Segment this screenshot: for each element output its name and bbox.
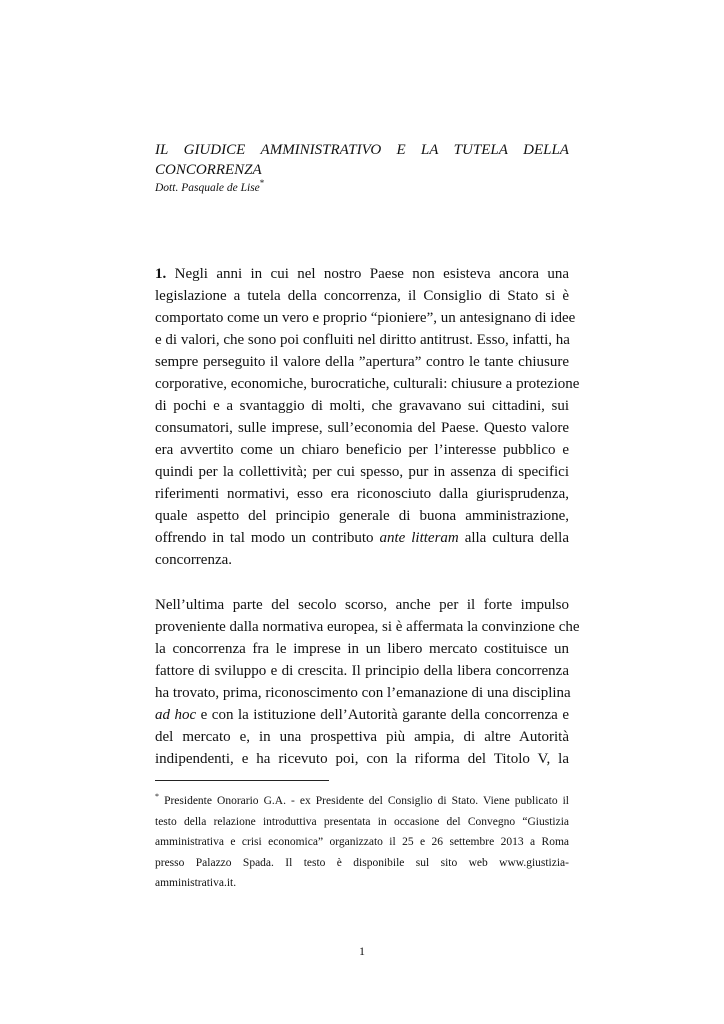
footnote-line: amministrativa e crisi economica” organizzato il 25 e 26 settembre 2013 a Roma: [155, 836, 569, 848]
text-line: la concorrenza fra le imprese in un libero mercato costituisce un: [155, 641, 569, 657]
text-line: offrendo in tal modo un contributo ante litteram alla cultura della: [155, 530, 570, 546]
text-line: quale aspetto del principio generale di buona amministrazione,: [155, 508, 569, 524]
text-line: ha trovato, prima, riconoscimento con l’emanazione di una disciplina: [155, 685, 571, 701]
italic-term: ante litteram: [379, 530, 459, 546]
text-line: indipendenti, e ha ricevuto poi, con la riforma del Titolo V, la: [155, 751, 569, 767]
title-word: IL: [155, 142, 169, 158]
title-word: DELLA: [523, 142, 569, 158]
title-line-1: [155, 140, 569, 160]
text-line: consumatori, sulle imprese, sull’economia del Paese. Questo valore: [155, 420, 569, 436]
text-line: Nell’ultima parte del secolo scorso, anche per il forte impulso: [155, 597, 569, 613]
title-line-2: CONCORRENZA: [155, 162, 262, 178]
text-line: era avvertito come un chiaro beneficio per l’interesse pubblico e: [155, 442, 569, 458]
text-line: corporative, economiche, burocratiche, culturali: chiusure a protezione: [155, 376, 580, 392]
footnote-line: testo della relazione introduttiva presentata in occasione del Convegno “Giustizia: [155, 815, 569, 828]
footnote-separator: [155, 780, 329, 781]
text-line: e di valori, che sono poi confluiti nel diritto antitrust. Esso, infatti, ha: [155, 332, 570, 348]
title-word: LA: [420, 142, 439, 158]
author-name: Dott. Pasquale de Lise: [155, 182, 260, 194]
footnote: [155, 791, 569, 894]
page-title: [155, 140, 569, 180]
author-line: [155, 178, 265, 195]
text-line: comportato come un vero e proprio “pioniere”, un antesignano di idee: [155, 310, 576, 326]
text-line: di pochi e a svantaggio di molti, che gravavano sui cittadini, sui: [155, 398, 569, 414]
title-word: TUTELA: [453, 142, 508, 158]
footnote-line: presso Palazzo Spada. Il testo è disponibile sul sito web www.giustizia-: [155, 856, 569, 869]
text-line: ad hoc e con la istituzione dell’Autorità garante della concorrenza e: [155, 707, 569, 723]
text-line: legislazione a tutela della concorrenza, il Consiglio di Stato si è: [155, 288, 569, 304]
footnote-line: * Presidente Onorario G.A. - ex Presidente del Consiglio di Stato. Viene publicato il: [155, 792, 570, 807]
footnote-mark: *: [155, 792, 159, 802]
italic-term: ad hoc: [155, 707, 197, 723]
paragraph-2: [155, 594, 580, 770]
text-line: fattore di sviluppo e di crescita. Il principio della libera concorrenza: [155, 663, 569, 679]
text-line: del mercato e, in una prospettiva più ampia, di altre Autorità: [155, 729, 569, 745]
paragraph-1: [155, 263, 580, 571]
page-number: 1: [359, 944, 365, 958]
text-line: quindi per la collettività; per cui spesso, pur in assenza di specifici: [155, 464, 569, 480]
text-line: riferimenti normativi, esso era riconosciuto dalla giurisprudenza,: [155, 486, 569, 502]
footnote-line: amministrativa.it.: [155, 877, 237, 889]
section-number: 1.: [155, 266, 167, 282]
title-word: GIUDICE: [183, 142, 246, 158]
text-line: proveniente dalla normativa europea, si è affermata la convinzione che: [155, 619, 580, 635]
text-line: 1. Negli anni in cui nel nostro Paese non esisteva ancora una: [155, 266, 570, 282]
title-word: E: [396, 142, 406, 158]
text-line: sempre perseguito il valore della ”apertura” contro le tante chiusure: [155, 354, 569, 370]
footnote-mark: *: [259, 178, 265, 189]
text-line: concorrenza.: [155, 552, 233, 568]
title-word: AMMINISTRATIVO: [260, 142, 382, 158]
